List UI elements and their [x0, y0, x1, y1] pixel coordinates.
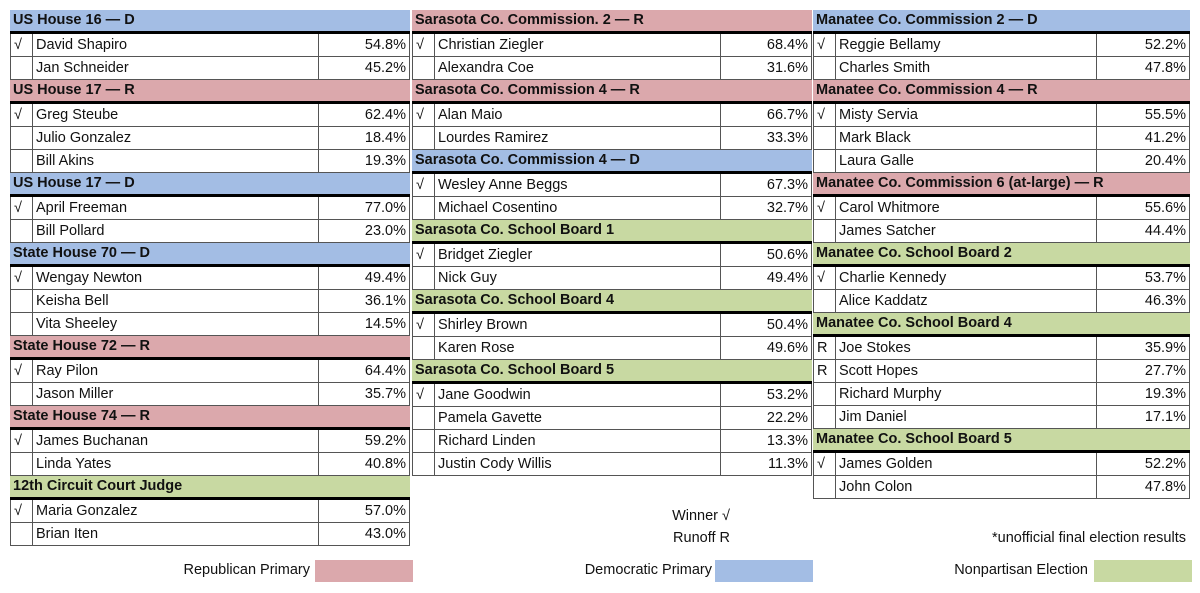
race-title: State House 70 — D — [10, 243, 410, 267]
race-block — [10, 173, 410, 243]
candidate-row — [412, 197, 812, 220]
vote-percent: 49.4% — [318, 267, 410, 289]
legend-label: Republican Primary — [183, 562, 310, 578]
vote-percent: 46.3% — [1096, 290, 1190, 312]
race-block — [10, 476, 410, 546]
vote-percent: 35.9% — [1096, 337, 1190, 359]
vote-percent: 53.7% — [1096, 267, 1190, 289]
result-mark — [10, 453, 32, 475]
result-mark — [10, 220, 32, 242]
vote-percent: 57.0% — [318, 500, 410, 522]
result-mark: √ — [10, 34, 32, 56]
candidate-row — [412, 407, 812, 430]
vote-percent: 23.0% — [318, 220, 410, 242]
race-block — [412, 290, 812, 360]
candidate-row — [412, 127, 812, 150]
candidate-row — [412, 244, 812, 267]
race-title: Sarasota Co. School Board 5 — [412, 360, 812, 384]
result-mark: √ — [10, 104, 32, 126]
legend-label: Nonpartisan Election — [954, 562, 1088, 578]
candidate-row — [412, 57, 812, 80]
candidate-name: Alan Maio — [434, 104, 720, 126]
vote-percent: 33.3% — [720, 127, 812, 149]
vote-percent: 32.7% — [720, 197, 812, 219]
result-mark: √ — [813, 197, 835, 219]
candidate-row — [813, 127, 1190, 150]
candidate-row — [412, 174, 812, 197]
result-mark — [10, 290, 32, 312]
vote-percent: 54.8% — [318, 34, 410, 56]
race-title: Sarasota Co. School Board 1 — [412, 220, 812, 244]
candidate-name: Bill Pollard — [32, 220, 318, 242]
footnote: *unofficial final election results — [992, 530, 1186, 546]
candidate-name: Joe Stokes — [835, 337, 1096, 359]
candidate-name: Lourdes Ramirez — [434, 127, 720, 149]
candidate-name: Linda Yates — [32, 453, 318, 475]
vote-percent: 49.4% — [720, 267, 812, 289]
result-mark: √ — [412, 244, 434, 266]
vote-percent: 68.4% — [720, 34, 812, 56]
result-mark — [412, 127, 434, 149]
candidate-row — [10, 383, 410, 406]
candidate-name: Charles Smith — [835, 57, 1096, 79]
candidate-row — [10, 313, 410, 336]
candidate-name: Laura Galle — [835, 150, 1096, 172]
result-mark — [412, 453, 434, 475]
candidate-row — [10, 57, 410, 80]
candidate-name: Brian Iten — [32, 523, 318, 545]
result-mark — [10, 57, 32, 79]
vote-percent: 31.6% — [720, 57, 812, 79]
result-mark — [813, 220, 835, 242]
candidate-row — [412, 34, 812, 57]
race-title: Manatee Co. Commission 6 (at-large) — R — [813, 173, 1190, 197]
candidate-row — [813, 267, 1190, 290]
candidate-name: Jane Goodwin — [434, 384, 720, 406]
candidate-row — [813, 337, 1190, 360]
candidate-row — [10, 267, 410, 290]
candidate-row — [412, 337, 812, 360]
result-mark — [813, 57, 835, 79]
candidate-name: Wesley Anne Beggs — [434, 174, 720, 196]
candidate-row — [813, 476, 1190, 499]
candidate-row — [10, 453, 410, 476]
vote-percent: 18.4% — [318, 127, 410, 149]
result-mark: R — [813, 360, 835, 382]
race-title: Sarasota Co. Commission 4 — D — [412, 150, 812, 174]
candidate-name: Greg Steube — [32, 104, 318, 126]
result-mark: √ — [813, 267, 835, 289]
legend-swatch — [1094, 560, 1192, 582]
result-mark — [813, 406, 835, 428]
candidate-row — [10, 500, 410, 523]
race-title: State House 74 — R — [10, 406, 410, 430]
result-mark: √ — [10, 360, 32, 382]
vote-percent: 55.6% — [1096, 197, 1190, 219]
candidate-row — [813, 406, 1190, 429]
legend-label: Democratic Primary — [584, 562, 712, 578]
vote-percent: 47.8% — [1096, 476, 1190, 498]
candidate-row — [813, 57, 1190, 80]
race-block — [412, 150, 812, 220]
vote-percent: 67.3% — [720, 174, 812, 196]
vote-percent: 36.1% — [318, 290, 410, 312]
result-mark: √ — [10, 430, 32, 452]
race-block — [10, 336, 410, 406]
vote-percent: 50.6% — [720, 244, 812, 266]
candidate-name: Richard Linden — [434, 430, 720, 452]
result-mark: √ — [412, 34, 434, 56]
candidate-name: Pamela Gavette — [434, 407, 720, 429]
candidate-name: Mark Black — [835, 127, 1096, 149]
vote-percent: 52.2% — [1096, 453, 1190, 475]
candidate-row — [813, 453, 1190, 476]
vote-percent: 52.2% — [1096, 34, 1190, 56]
candidate-name: James Buchanan — [32, 430, 318, 452]
result-mark — [412, 267, 434, 289]
vote-percent: 53.2% — [720, 384, 812, 406]
candidate-name: Justin Cody Willis — [434, 453, 720, 475]
race-block — [10, 10, 410, 80]
candidate-name: Scott Hopes — [835, 360, 1096, 382]
candidate-name: Jim Daniel — [835, 406, 1096, 428]
legend-democratic — [420, 560, 820, 582]
vote-percent: 49.6% — [720, 337, 812, 359]
vote-percent: 55.5% — [1096, 104, 1190, 126]
candidate-row — [813, 104, 1190, 127]
candidate-row — [813, 220, 1190, 243]
vote-percent: 77.0% — [318, 197, 410, 219]
candidate-row — [10, 290, 410, 313]
candidate-row — [813, 360, 1190, 383]
race-title: State House 72 — R — [10, 336, 410, 360]
vote-percent: 17.1% — [1096, 406, 1190, 428]
race-title: Manatee Co. School Board 4 — [813, 313, 1190, 337]
candidate-row — [412, 314, 812, 337]
column-3 — [813, 10, 1190, 499]
vote-percent: 66.7% — [720, 104, 812, 126]
race-block — [813, 243, 1190, 313]
column-1 — [10, 10, 410, 546]
result-mark: √ — [813, 453, 835, 475]
candidate-name: Julio Gonzalez — [32, 127, 318, 149]
vote-percent: 20.4% — [1096, 150, 1190, 172]
candidate-name: Misty Servia — [835, 104, 1096, 126]
candidate-name: Charlie Kennedy — [835, 267, 1096, 289]
candidate-name: April Freeman — [32, 197, 318, 219]
candidate-name: Richard Murphy — [835, 383, 1096, 405]
result-mark — [412, 337, 434, 359]
result-mark: √ — [412, 314, 434, 336]
candidate-row — [412, 267, 812, 290]
winner-key: Winner √ — [672, 508, 730, 524]
legend-swatch — [315, 560, 413, 582]
candidate-row — [412, 453, 812, 476]
candidate-name: James Satcher — [835, 220, 1096, 242]
candidate-name: Keisha Bell — [32, 290, 318, 312]
race-block — [813, 80, 1190, 173]
vote-percent: 35.7% — [318, 383, 410, 405]
vote-percent: 62.4% — [318, 104, 410, 126]
candidate-name: Carol Whitmore — [835, 197, 1096, 219]
race-title: Manatee Co. Commission 2 — D — [813, 10, 1190, 34]
vote-percent: 19.3% — [318, 150, 410, 172]
race-block — [813, 429, 1190, 499]
vote-percent: 27.7% — [1096, 360, 1190, 382]
race-title: Sarasota Co. Commission 4 — R — [412, 80, 812, 104]
candidate-row — [10, 127, 410, 150]
race-title: Sarasota Co. School Board 4 — [412, 290, 812, 314]
result-mark — [412, 197, 434, 219]
race-block — [10, 80, 410, 173]
result-mark: √ — [412, 174, 434, 196]
candidate-row — [813, 197, 1190, 220]
candidate-row — [10, 220, 410, 243]
candidate-row — [412, 384, 812, 407]
result-mark — [813, 383, 835, 405]
candidate-row — [10, 523, 410, 546]
candidate-name: Vita Sheeley — [32, 313, 318, 335]
result-mark: √ — [10, 500, 32, 522]
result-mark: √ — [813, 104, 835, 126]
result-mark — [813, 127, 835, 149]
candidate-row — [10, 34, 410, 57]
race-block — [412, 220, 812, 290]
candidate-name: Reggie Bellamy — [835, 34, 1096, 56]
vote-percent: 22.2% — [720, 407, 812, 429]
vote-percent: 14.5% — [318, 313, 410, 335]
candidate-name: Bridget Ziegler — [434, 244, 720, 266]
result-mark — [10, 127, 32, 149]
candidate-name: Bill Akins — [32, 150, 318, 172]
result-mark: R — [813, 337, 835, 359]
legend-nonpartisan — [820, 560, 1192, 582]
race-block — [813, 10, 1190, 80]
result-mark — [10, 313, 32, 335]
result-mark — [412, 430, 434, 452]
vote-percent: 13.3% — [720, 430, 812, 452]
vote-percent: 45.2% — [318, 57, 410, 79]
race-block — [412, 10, 812, 80]
vote-percent: 59.2% — [318, 430, 410, 452]
race-title: Manatee Co. School Board 5 — [813, 429, 1190, 453]
candidate-name: Alice Kaddatz — [835, 290, 1096, 312]
candidate-row — [412, 104, 812, 127]
result-mark: √ — [412, 104, 434, 126]
result-mark — [10, 150, 32, 172]
candidate-name: David Shapiro — [32, 34, 318, 56]
runoff-key: Runoff R — [673, 530, 730, 546]
race-block — [412, 360, 812, 476]
race-block — [10, 406, 410, 476]
candidate-name: Maria Gonzalez — [32, 500, 318, 522]
candidate-row — [813, 383, 1190, 406]
result-mark — [813, 290, 835, 312]
race-title: US House 16 — D — [10, 10, 410, 34]
vote-percent: 50.4% — [720, 314, 812, 336]
vote-percent: 40.8% — [318, 453, 410, 475]
race-title: US House 17 — R — [10, 80, 410, 104]
result-mark: √ — [10, 267, 32, 289]
result-mark — [813, 150, 835, 172]
vote-percent: 47.8% — [1096, 57, 1190, 79]
race-block — [813, 173, 1190, 243]
race-title: Manatee Co. School Board 2 — [813, 243, 1190, 267]
race-title: US House 17 — D — [10, 173, 410, 197]
candidate-row — [813, 150, 1190, 173]
candidate-name: James Golden — [835, 453, 1096, 475]
candidate-row — [813, 34, 1190, 57]
candidate-row — [813, 290, 1190, 313]
candidate-row — [10, 360, 410, 383]
column-2 — [412, 10, 812, 476]
result-mark — [412, 407, 434, 429]
candidate-name: Jan Schneider — [32, 57, 318, 79]
vote-percent: 41.2% — [1096, 127, 1190, 149]
result-mark — [10, 523, 32, 545]
candidate-name: John Colon — [835, 476, 1096, 498]
race-title: Manatee Co. Commission 4 — R — [813, 80, 1190, 104]
vote-percent: 64.4% — [318, 360, 410, 382]
vote-percent: 19.3% — [1096, 383, 1190, 405]
candidate-name: Michael Cosentino — [434, 197, 720, 219]
candidate-row — [412, 430, 812, 453]
candidate-name: Christian Ziegler — [434, 34, 720, 56]
candidate-name: Wengay Newton — [32, 267, 318, 289]
vote-percent: 11.3% — [720, 453, 812, 475]
result-mark — [10, 383, 32, 405]
race-title: Sarasota Co. Commission. 2 — R — [412, 10, 812, 34]
candidate-name: Ray Pilon — [32, 360, 318, 382]
race-title: 12th Circuit Court Judge — [10, 476, 410, 500]
result-mark — [813, 476, 835, 498]
race-block — [813, 313, 1190, 429]
legend-republican — [0, 560, 420, 582]
candidate-name: Nick Guy — [434, 267, 720, 289]
candidate-row — [10, 197, 410, 220]
candidate-name: Karen Rose — [434, 337, 720, 359]
vote-percent: 44.4% — [1096, 220, 1190, 242]
legend-swatch — [715, 560, 813, 582]
candidate-name: Shirley Brown — [434, 314, 720, 336]
candidate-row — [10, 150, 410, 173]
vote-percent: 43.0% — [318, 523, 410, 545]
result-mark: √ — [10, 197, 32, 219]
candidate-name: Jason Miller — [32, 383, 318, 405]
result-mark — [412, 57, 434, 79]
result-mark: √ — [412, 384, 434, 406]
candidate-row — [10, 430, 410, 453]
race-block — [10, 243, 410, 336]
candidate-name: Alexandra Coe — [434, 57, 720, 79]
result-mark: √ — [813, 34, 835, 56]
race-block — [412, 80, 812, 150]
candidate-row — [10, 104, 410, 127]
